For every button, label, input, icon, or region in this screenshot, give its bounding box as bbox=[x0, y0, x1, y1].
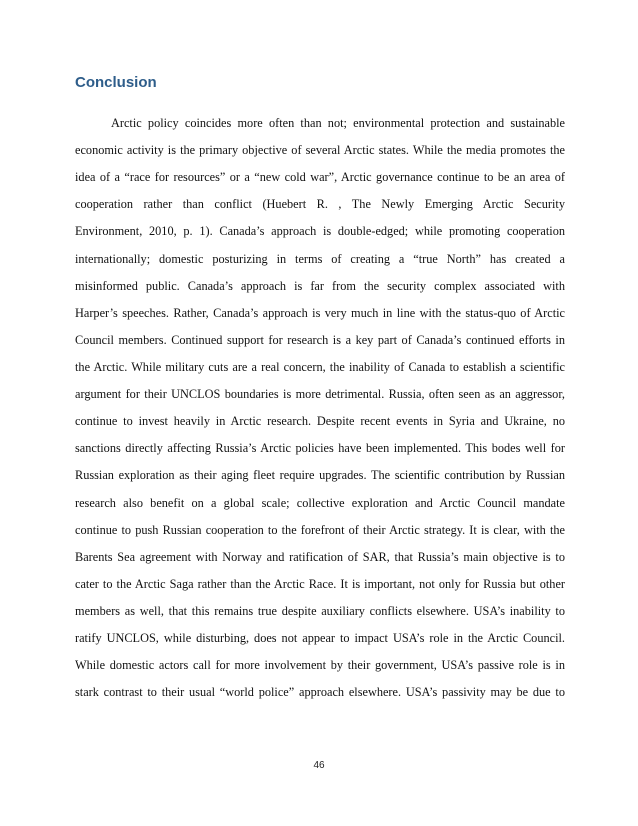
text-line: ratify UNCLOS, while disturbing, does not appear to impact USA’s role in the Arctic Council. bbox=[75, 631, 565, 646]
text-line: Council members. Continued support for research is a key part of Canada’s continued efforts in bbox=[75, 332, 565, 347]
section-heading: Conclusion bbox=[75, 74, 157, 91]
text-line: Harper’s speeches. Rather, Canada’s approach is very much in line with the status-quo of Arctic bbox=[75, 305, 565, 320]
text-line: While domestic actors call for more involvement by their government, USA’s passive role is in bbox=[75, 658, 565, 673]
page-number: 46 bbox=[313, 760, 325, 771]
text-line: sanctions directly affecting Russia’s Arctic policies have been implemented. This bodes well for bbox=[75, 441, 565, 456]
text-line: misinformed public. Canada’s approach is far from the security complex associated with bbox=[75, 278, 565, 293]
text-line: idea of a “race for resources” or a “new cold war”, Arctic governance continue to be an area of bbox=[75, 170, 565, 185]
text-line: internationally; domestic posturizing in terms of creating a “true North” has created a bbox=[75, 251, 565, 266]
text-line: members as well, that this remains true despite auxiliary conflicts elsewhere. USA’s inability to bbox=[75, 603, 565, 618]
text-line: Barents Sea agreement with Norway and ratification of SAR, that Russia’s main objective is to bbox=[75, 549, 565, 564]
text-line: cooperation rather than conflict (Huebert R. , The Newly Emerging Arctic Security bbox=[75, 197, 565, 212]
text-line: the Arctic. While military cuts are a real concern, the inability of Canada to establish a scientific bbox=[75, 359, 565, 374]
text-line: argument for their UNCLOS boundaries is more detrimental. Russia, often seen as an aggressor, bbox=[75, 387, 565, 402]
text-line: Environment, 2010, p. 1). Canada’s approach is double-edged; while promoting cooperation bbox=[75, 224, 565, 239]
text-line: stark contrast to their usual “world police” approach elsewhere. USA’s passivity may be due to bbox=[75, 685, 565, 700]
text-line: Arctic policy coincides more often than not; environmental protection and sustainable bbox=[111, 116, 565, 130]
body-paragraph bbox=[75, 110, 565, 706]
text-line: continue to push Russian cooperation to the forefront of their Arctic strategy. It is clear, with the bbox=[75, 522, 565, 537]
text-line: Russian exploration as their aging fleet require upgrades. The scientific contribution by Russian bbox=[75, 468, 565, 483]
text-line: economic activity is the primary objective of several Arctic states. While the media promotes the bbox=[75, 143, 565, 158]
text-line: continue to invest heavily in Arctic research. Despite recent events in Syria and Ukraine, no bbox=[75, 414, 565, 429]
text-line: research also benefit on a global scale; collective exploration and Arctic Council mandate bbox=[75, 495, 565, 510]
text-line: cater to the Arctic Saga rather than the Arctic Race. It is important, not only for Russia but other bbox=[75, 576, 565, 591]
